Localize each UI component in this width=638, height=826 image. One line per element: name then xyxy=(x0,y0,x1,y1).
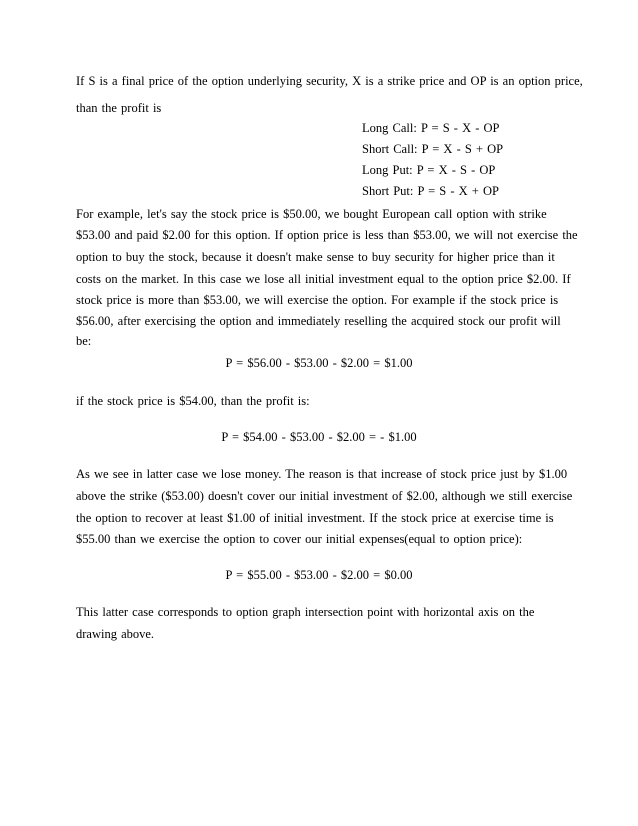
latter-line-2: above the strike ($53.00) doesn't cover our initial investment of $2.00, although we still exercise xyxy=(76,489,573,503)
equation-profit-54: P = $54.00 - $53.00 - $2.00 = - $1.00 xyxy=(221,430,417,444)
formula-long-call: Long Call: P = S - X - OP xyxy=(362,121,500,135)
latter-line-4: $55.00 than we exercise the option to cover our initial expenses(equal to option price): xyxy=(76,532,523,546)
latter-line-3: the option to recover at least $1.00 of initial investment. If the stock price at exercise time is xyxy=(76,511,554,525)
intro-line-1: If S is a final price of the option underlying security, X is a strike price and OP is an option price, xyxy=(76,74,583,88)
example-line-3: option to buy the stock, because it doesn't make sense to buy security for higher price than it xyxy=(76,250,555,264)
equation-profit-56: P = $56.00 - $53.00 - $2.00 = $1.00 xyxy=(225,356,413,370)
example-line-2: $53.00 and paid $2.00 for this option. If option price is less than $53.00, we will not exercise the xyxy=(76,228,578,242)
example-line-7: be: xyxy=(76,334,92,348)
equation-profit-55: P = $55.00 - $53.00 - $2.00 = $0.00 xyxy=(225,568,413,582)
example-line-5: stock price is more than $53.00, we will exercise the option. For example if the stock price is xyxy=(76,293,559,307)
formula-short-call: Short Call: P = X - S + OP xyxy=(362,142,504,156)
formula-long-put: Long Put: P = X - S - OP xyxy=(362,163,496,177)
example-line-6: $56.00, after exercising the option and immediately reselling the acquired stock our profit will xyxy=(76,314,561,328)
latter-line-1: As we see in latter case we lose money. The reason is that increase of stock price just by $1.00 xyxy=(76,467,568,481)
formula-short-put: Short Put: P = S - X + OP xyxy=(362,184,499,198)
intro-line-2: than the profit is xyxy=(76,101,162,115)
closing-line-1: This latter case corresponds to option graph intersection point with horizontal axis on the xyxy=(76,605,535,619)
example-line-4: costs on the market. In this case we lose all initial investment equal to the option price $2.00. If xyxy=(76,272,571,286)
example-if-line: if the stock price is $54.00, than the profit is: xyxy=(76,394,310,408)
example-line-1: For example, let's say the stock price is $50.00, we bought European call option with strike xyxy=(76,207,547,221)
closing-line-2: drawing above. xyxy=(76,627,155,641)
